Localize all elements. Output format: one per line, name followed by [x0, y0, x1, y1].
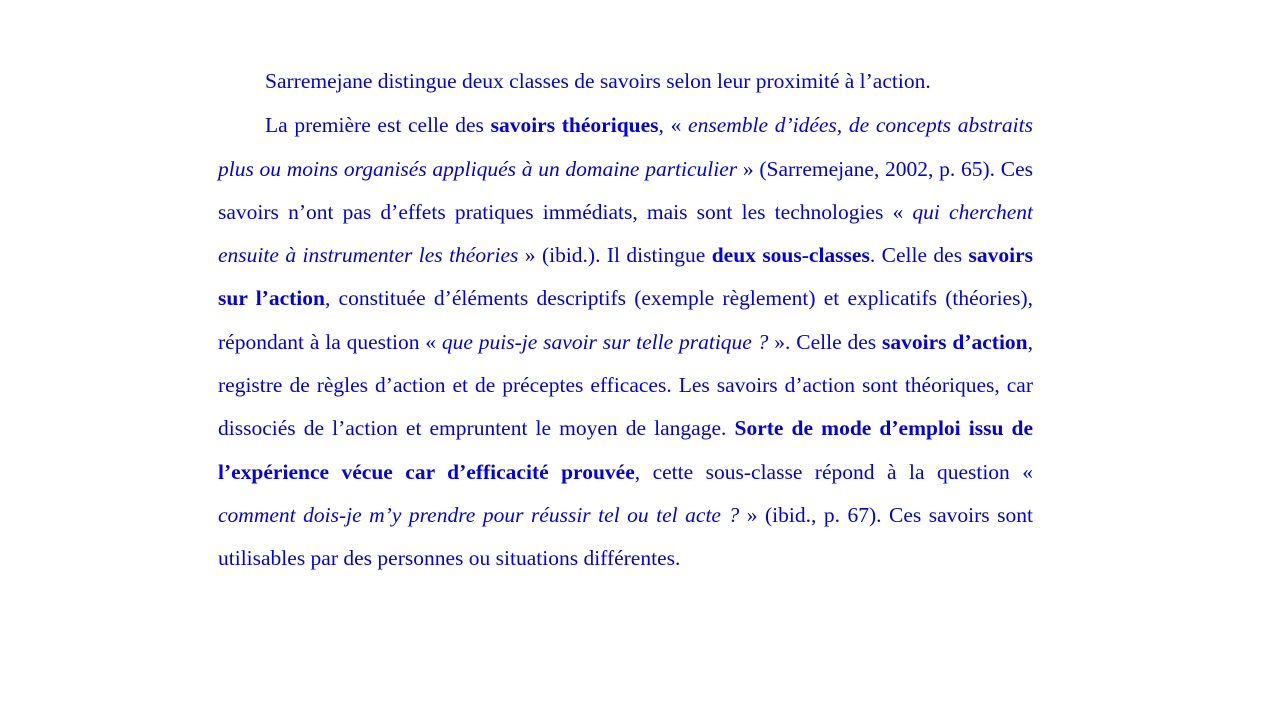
italic-quote-definition: ensemble d’idées, de concepts abstraits plus ou moins organisés appliqués à un domaine particulier — [218, 113, 1033, 181]
document-page — [218, 60, 1033, 581]
paragraph-intro-text: Sarremejane distingue deux classes de savoirs selon leur proximité à l’action. — [265, 69, 931, 93]
text-run: » (ibid., p. 67). Ces savoirs sont utilisables par des personnes ou situations différentes. — [218, 502, 1033, 571]
text-run: , « — [658, 113, 689, 138]
bold-term-savoirs-sur-action: savoirs sur l’action — [218, 243, 1033, 311]
bold-phrase-mode-emploi: Sorte de mode d’emploi issu de l’expérience vécue car d’efficacité prouvée — [218, 416, 1034, 484]
text-run: La première est celle des — [265, 113, 491, 138]
bold-term-savoirs-action: savoirs d’action — [882, 329, 1028, 354]
bold-term-deux-sous-classes: deux sous-classes — [711, 243, 870, 268]
italic-quote-question-acte: comment dois-je m’y prendre pour réussir tel ou tel acte ? — [218, 502, 740, 527]
text-run: . Celle des — [869, 243, 969, 268]
paragraph-intro — [218, 60, 1033, 103]
italic-quote-technologies: qui cherchent ensuite à instrumenter les théories — [218, 199, 1034, 268]
text-run: , constituée d’éléments descriptifs (exemple règlement) et explicatifs (théories), répondant à la question « — [218, 286, 1033, 354]
text-run: , registre de règles d’action et de préceptes efficaces. Les savoirs d’action sont théoriques, car dissociés de l’action et empruntent le moyen de langage. — [218, 329, 1033, 441]
paragraph-theoretical-knowledge — [218, 104, 1033, 580]
text-run: » (Sarremejane, 2002, p. 65). Ces savoirs n’ont pas d’effets pratiques immédiats, mais sont les technologies « — [218, 156, 1033, 224]
italic-quote-question-pratique: que puis-je savoir sur telle pratique ? — [441, 329, 769, 354]
text-run: » (ibid.). Il distingue — [518, 243, 712, 268]
text-run: , cette sous-classe répond à la question « — [634, 459, 1034, 484]
text-run: ». Celle des — [768, 329, 883, 354]
bold-term-savoirs-theoriques: savoirs théoriques — [490, 113, 659, 138]
